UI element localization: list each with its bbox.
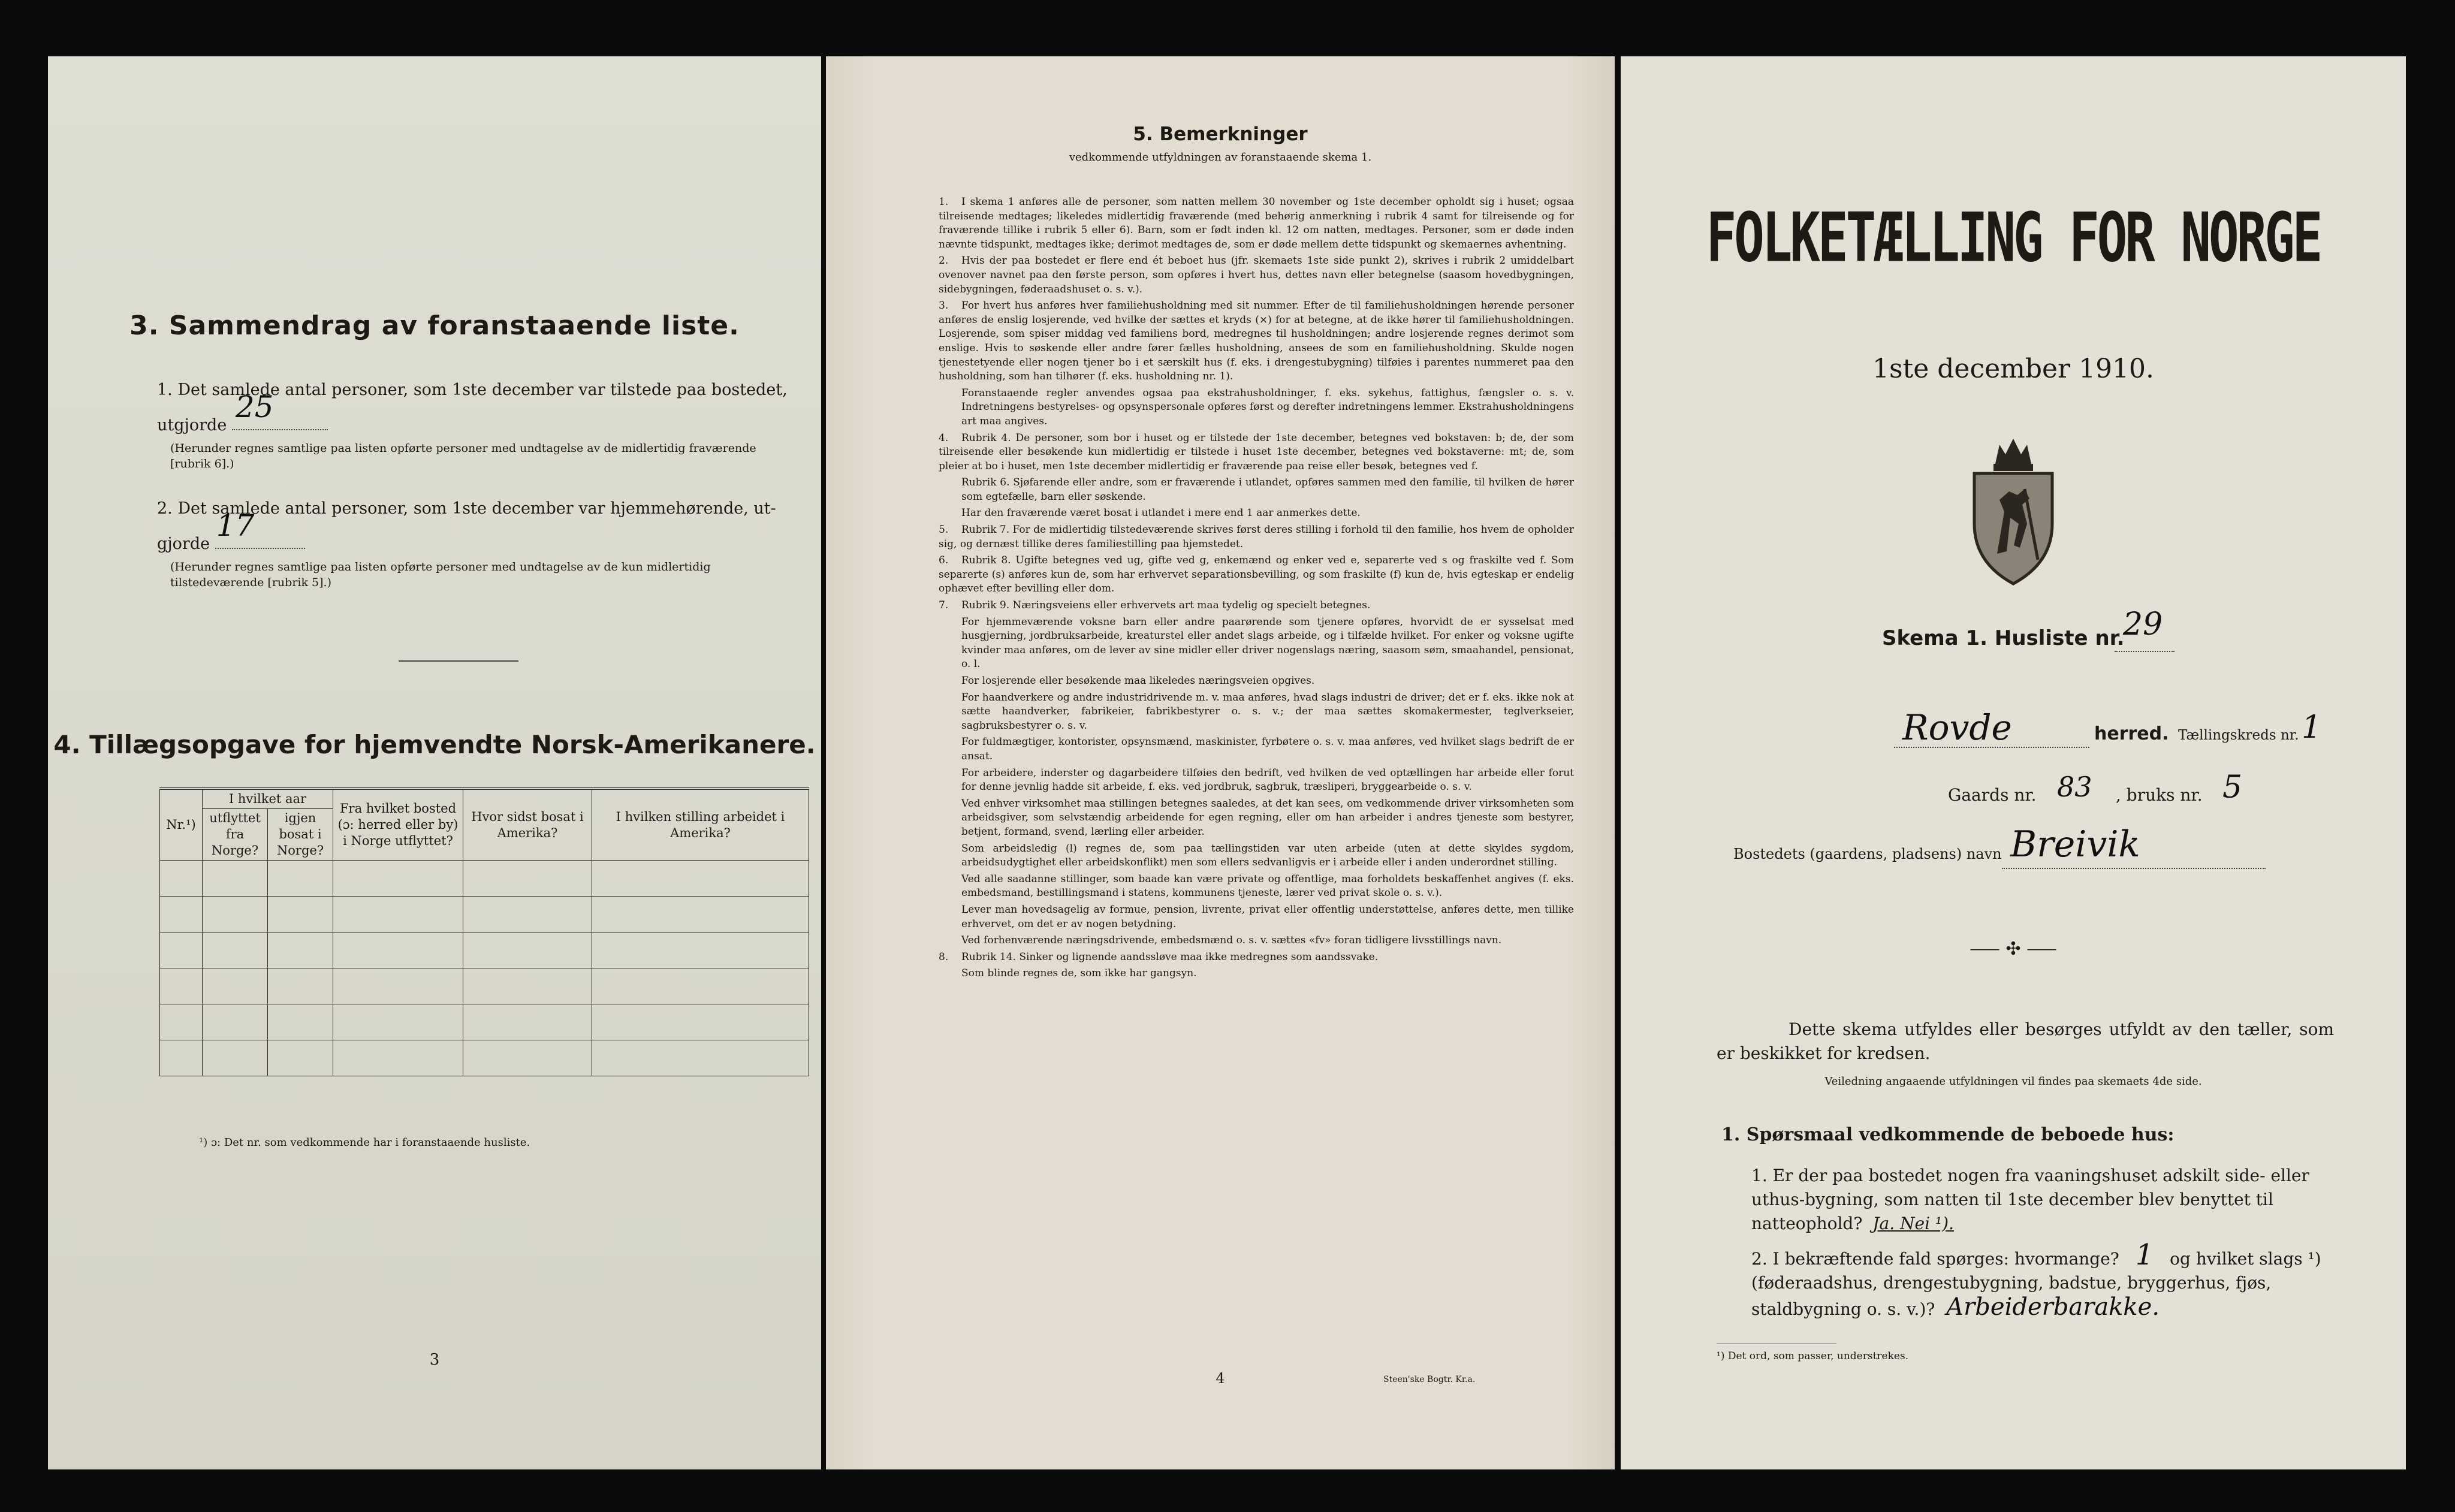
bruks-value: 5 — [2222, 769, 2243, 805]
page-4 — [826, 56, 1615, 1469]
col-last: Hvor sidst bosat i Amerika? — [463, 789, 592, 861]
remark-paragraph — [939, 842, 1574, 870]
question-2-count: 1 — [2135, 1238, 2154, 1272]
section-3-title: 3. Sammendrag av foranstaaende liste. — [129, 310, 740, 341]
page-1 — [1621, 56, 2406, 1469]
remark-text: Hvis der paa bostedet er flere end ét beboet hus (jfr. skemaets 1ste side punkt 2), skrives i rubrik 2 umiddelbart ovenover navnet paa den første person, som opføres i hvert hus, dettes navn eller betegnelse (saasom hovedbygningen, sidebygningen, føderaadshuset o. s. v.). — [939, 255, 1574, 295]
remark-number: 5. — [939, 524, 949, 536]
remark-paragraph — [939, 766, 1574, 795]
bruks-label: , bruks nr. — [2116, 785, 2203, 805]
remark-text: Rubrik 6. Sjøfarende eller andre, som er fraværende i utlandet, opføres sammen med den familie, til hvilken de hører som egtefælle, barn eller søskende. — [961, 476, 1574, 503]
remark-number: 4. — [939, 431, 949, 444]
bosted-field[interactable] — [2002, 868, 2266, 869]
herred-value: Rovde — [1902, 707, 2012, 748]
remark-paragraph — [939, 195, 1574, 252]
remark-paragraph — [939, 934, 1574, 948]
remarks-body — [939, 195, 1574, 983]
question-1-text: 1. Er der paa bostedet nogen fra vaaningshuset adskilt side- eller uthus-bygning, som natten til 1ste december blev benyttet til natteophold? — [1751, 1166, 2309, 1233]
remarks-title: 5. Bemerkninger — [1133, 123, 1308, 145]
intro-text: Dette skema utfyldes eller besørges utfyldt av den tæller, som er beskikket for kredsen. — [1717, 1019, 2334, 1063]
kreds-label: Tællingskreds nr. — [2178, 728, 2299, 743]
remark-text: Som arbeidsledig (l) regnes de, som paa tællingstiden var uten arbeide (uten at dette skyldes sygdom, arbeidsudygtighet eller arbeidskonflikt) men som ellers sedvanligvis er i arbeide eller i anden underordnet stilling. — [961, 842, 1574, 869]
remark-number: 1. — [939, 196, 949, 208]
remark-number: 8. — [939, 950, 949, 963]
remark-paragraph — [939, 950, 1574, 965]
summary-item-2 — [157, 497, 792, 590]
divider — [399, 660, 518, 662]
remark-paragraph — [939, 967, 1574, 981]
page-3 — [48, 56, 821, 1469]
guide-text: Veiledning angaaende utfyldningen vil findes paa skemaets 4de side. — [1824, 1075, 2202, 1088]
remark-paragraph — [939, 615, 1574, 672]
bosted-label: Bostedets (gaardens, pladsens) navn — [1733, 846, 2002, 862]
questions-heading: 1. Spørsmaal vedkommende de beboede hus: — [1721, 1124, 2174, 1145]
remark-text: Rubrik 14. Sinker og lignende aandssløve maa ikke medregnes som aandssvake. — [961, 950, 1379, 963]
remark-paragraph — [939, 873, 1574, 901]
remark-paragraph — [939, 523, 1574, 551]
remark-paragraph — [939, 735, 1574, 763]
remark-text: Ved enhver virksomhet maa stillingen betegnes saaledes, at det kan sees, om vedkommende driver virksomheten som arbeidsgiver, som selvstændig arbeidende for egen regning, eller om han arbeider i andres tjeneste som bestyrer, betjent, formand, svend, lærling eller arbeider. — [961, 797, 1574, 838]
question-1 — [1751, 1164, 2339, 1236]
census-date: 1ste december 1910. — [1872, 354, 2155, 384]
remark-text: Ved forhenværende næringsdrivende, embedsmænd o. s. v. sættes «fv» foran tidligere livsstillings navn. — [961, 934, 1502, 947]
remark-paragraph — [939, 554, 1574, 596]
page-number: 3 — [429, 1351, 440, 1369]
col-position: I hvilken stilling arbeidet i Amerika? — [592, 789, 809, 861]
summary-item-1 — [157, 379, 792, 472]
remark-text: For haandverkere og andre industridrivende m. v. maa anføres, hvad slags industri de driver; det er f. eks. ikke nok at sætte haandverker, fabrikeier, fabrikbestyrer o. s. v.; der maa sættes skomakermester, teglverkseier, sagbruksbestyrer o. s. v. — [961, 691, 1574, 732]
kreds-value: 1 — [2302, 710, 2322, 746]
table-footnote: ¹) ɔ: Det nr. som vedkommende har i foranstaaende husliste. — [199, 1136, 530, 1149]
printer-mark: Steen'ske Bogtr. Kr.a. — [1383, 1375, 1476, 1384]
remark-number: 7. — [939, 599, 949, 612]
schema-label: Skema 1. Husliste nr. — [1882, 626, 2125, 650]
remark-text: Rubrik 8. Ugifte betegnes ved ug, gifte ved g, enkemænd og enker ved e, separerte ved s og fraskilte ved f. Som separerte (s) anføres kun de, som har erhvervet separationsbevilling, og som fraskilte (f) kun de, hvis egteskap er endelig ophævet efter bevilling eller dom. — [939, 554, 1574, 595]
ornament-divider: ⸺ ✣ ⸺ — [1970, 938, 2057, 959]
question-2-text: 2. I bekræftende fald spørges: hvormange? — [1751, 1249, 2119, 1269]
table-row[interactable] — [160, 1004, 809, 1040]
question-2-kinds: og hvilket slags ¹) (føderaadshus, drengestubygning, badstue, bryggerhus, fjøs, staldbygning o. s. v.)? — [1751, 1249, 2321, 1319]
remarks-subtitle: vedkommende utfyldningen av foranstaaende skema 1. — [1069, 151, 1372, 164]
herred-label: herred. — [2094, 723, 2169, 744]
col-nr: Nr.¹) — [160, 789, 203, 861]
remark-text: Lever man hovedsagelig av formue, pension, livrente, privat eller offentlig understøttelse, anføres dette, men tillike erhvervet, om det er av nogen betydning. — [961, 903, 1574, 930]
summary-item-1-field[interactable] — [232, 390, 328, 430]
summary-item-2-note: (Herunder regnes samtlige paa listen opførte personer med undtagelse av de kun midlertidig tilstedeværende [rubrik 5].) — [170, 560, 711, 589]
summary-item-2-label: gjorde — [157, 535, 210, 553]
remark-paragraph — [939, 903, 1574, 931]
remark-paragraph — [939, 476, 1574, 504]
question-2-answer: Arbeiderbarakke. — [1946, 1293, 2160, 1321]
gaards-label: Gaards nr. — [1948, 785, 2037, 805]
page-number: 4 — [1216, 1370, 1225, 1387]
husliste-field[interactable] — [2115, 651, 2174, 652]
table-row[interactable] — [160, 1040, 809, 1076]
question-1-options[interactable]: Ja. Nei ¹). — [1872, 1214, 1954, 1233]
remark-text: Rubrik 9. Næringsveiens eller erhvervets art maa tydelig og specielt betegnes. — [961, 599, 1371, 612]
col-returned: igjen bosat i Norge? — [268, 809, 333, 861]
remark-text: Rubrik 4. De personer, som bor i huset og er tilstede der 1ste december, betegnes ved bokstaven: b; de, der som tilreisende eller besøkende kun midlertidig er tilstede i huset 1ste december, betegnes ved bokstaverne: mt; de, som pleier at bo i huset, men 1ste december midlertidig er fraværende paa reise eller besøk, betegnes ved f. — [939, 431, 1574, 472]
norsk-amerikanere-table — [159, 787, 809, 1076]
coat-of-arms-icon — [1962, 434, 2064, 590]
remark-text: For fuldmægtiger, kontorister, opsynsmænd, maskinister, fyrbøtere o. s. v. maa anføres, ved hvilket slags bedrift de er ansat. — [961, 736, 1574, 762]
census-title: FOLKETÆLLING FOR NORGE — [1706, 198, 2321, 277]
remark-paragraph — [939, 299, 1574, 384]
remark-text: I skema 1 anføres alle de personer, som natten mellem 30 november og 1ste december opholdt sig i huset; ogsaa tilreisende medtages; likeledes midlertidig fraværende (med behørig anmerkning i rubrik 4 samt for tilreisende og for fraværende tillike i rubrik 5 eller 6). Barn, som er født inden kl. 12 om natten, medtages. Personer, som er døde inden nævnte tidspunkt, medtages ikke; derimot medtages de, som er døde mellem dette tidspunkt og skemaernes avhentning. — [939, 196, 1574, 251]
remark-paragraph — [939, 599, 1574, 613]
bosted-value: Breivik — [2010, 823, 2140, 865]
table-row[interactable] — [160, 932, 809, 968]
remark-text: For hjemmeværende voksne barn eller andre paarørende som tjenere opføres, hvorvidt de er sysselsat med husgjerning, jordbruksarbeide, kreaturstel eller andet slags arbeide, og i tilfælde hvilket. For enker og voksne ugifte kvinder maa anføres, om de lever av sine midler eller driver nogenslags næring, saasom søm, smaahandel, pensionat, o. l. — [961, 615, 1574, 671]
col-from: Fra hvilket bosted (ɔ: herred eller by) i Norge utflyttet? — [333, 789, 463, 861]
table-row[interactable] — [160, 861, 809, 897]
remark-paragraph — [939, 797, 1574, 840]
remark-text: Har den fraværende været bosat i utlandet i mere end 1 aar anmerkes dette. — [961, 507, 1361, 520]
question-2 — [1751, 1238, 2339, 1321]
remark-text: Som blinde regnes de, som ikke har gangsyn. — [961, 967, 1197, 980]
remark-paragraph — [939, 254, 1574, 297]
summary-item-2-field[interactable] — [215, 508, 305, 549]
remark-text: Foranstaaende regler anvendes ogsaa paa ekstrahusholdninger, f. eks. sykehus, fattighus, fængsler o. s. v. Indretningens bestyrelses- og opsynspersonale opføres først og derefter indretningens lemmer. Ekstrahusholdningens art maa angives. — [961, 387, 1575, 427]
col-year-group: I hvilket aar — [203, 789, 333, 809]
summary-item-1-text: 1. Det samlede antal personer, som 1ste december var tilstede paa bostedet, — [157, 381, 788, 399]
remark-text: For arbeidere, inderster og dagarbeidere tilføies den bedrift, ved hvilken de ved optællingen har arbeide eller forut for denne jevnlig hadde sit arbeide, f. eks. ved jordbruk, sagbruk, træsliperi, bryggearbeide o. s. v. — [961, 766, 1574, 793]
remark-paragraph — [939, 691, 1574, 734]
gaards-value: 83 — [2057, 771, 2092, 803]
remark-paragraph — [939, 387, 1574, 429]
col-emigrated: utflyttet fra Norge? — [203, 809, 268, 861]
remark-paragraph — [939, 431, 1574, 474]
summary-item-1-label: utgjorde — [157, 416, 227, 434]
remark-text: For hvert hus anføres hver familiehusholdning med sit nummer. Efter de til familiehusholdningen hørende personer anføres de enslig losjerende, ved hvilke der sættes et kryds (×) for at betegne, at de ikke hører til familiehusholdningen. Losjerende, som spiser middag ved familiens bord, medregnes til husholdningen; andre losjerende regnes derimot som enslige. Hvis to søskende eller andre fører fælles husholdning, ansees de som en familiehusholdning. Skulde nogen tjenestetyende eller nogen tjener bo i et særskilt hus (f. eks. i drengestubygning) tilføies i parentes nummeret paa den husholdning, som han tilhører (f. eks. husholdning nr. 1). — [939, 300, 1574, 383]
remark-text: Rubrik 7. For de midlertidig tilstedeværende skrives først deres stilling i forhold til den familie, hos hvem de opholder sig, og dernæst tillike deres familiestilling paa hjemstedet. — [939, 524, 1574, 550]
remark-text: Ved alle saadanne stillinger, som baade kan være private og offentlige, maa forholdets beskaffenhet angives (f. eks. embedsmand, bestillingsmand i statens, kommunens tjeneste, lærer ved privat skole o. s. v.). — [961, 873, 1574, 900]
remark-number: 2. — [939, 255, 949, 267]
remark-text: For losjerende eller besøkende maa likeledes næringsveien opgives. — [961, 675, 1315, 687]
table-row[interactable] — [160, 968, 809, 1004]
remark-number: 6. — [939, 554, 949, 567]
husliste-number: 29 — [2123, 606, 2163, 642]
remark-number: 3. — [939, 300, 949, 312]
section-4-title: 4. Tillægsopgave for hjemvendte Norsk-Amerikanere. — [53, 730, 816, 759]
page-1-footnote: ¹) Det ord, som passer, understrekes. — [1717, 1350, 1909, 1362]
summary-item-2-value: 17 — [216, 508, 255, 543]
table-row[interactable] — [160, 897, 809, 932]
summary-item-1-note: (Herunder regnes samtlige paa listen opførte personer med undtagelse av de midlertidig fraværende [rubrik 6].) — [170, 442, 756, 470]
summary-item-2-text: 2. Det samlede antal personer, som 1ste december var hjemmehørende, ut- — [157, 499, 776, 518]
summary-item-1-value: 25 — [235, 390, 274, 424]
remark-paragraph — [939, 674, 1574, 689]
remark-paragraph — [939, 506, 1574, 521]
